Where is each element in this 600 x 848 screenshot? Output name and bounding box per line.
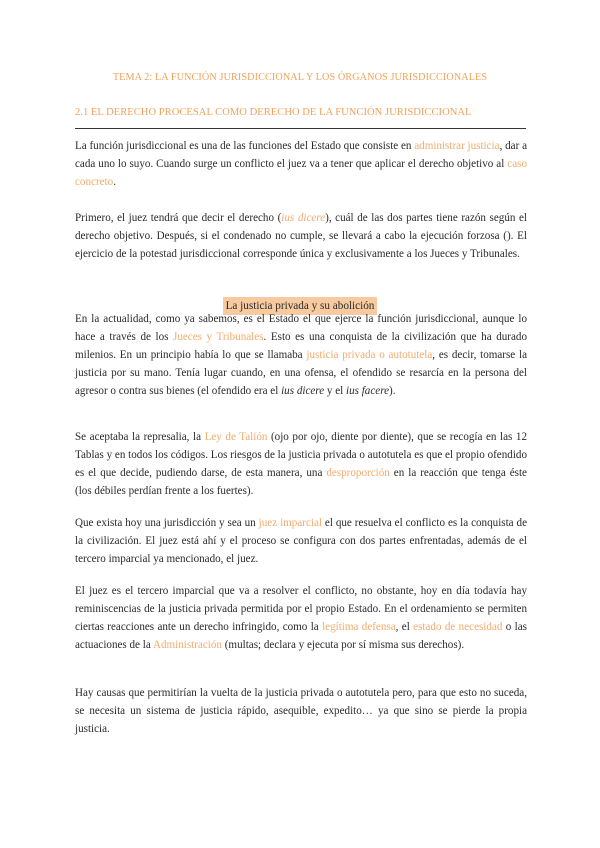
text: , dar a cada uno lo suyo. Cuando surge un conflicto el juez va a tener que aplicar el derecho objetivo al [75, 140, 527, 170]
highlighted-term: juez imparcial [258, 517, 322, 529]
highlighted-term: estado de necesidad [413, 621, 503, 633]
highlighted-term: administrar justicia [414, 140, 500, 152]
section-heading: La justicia privada y su abolición [223, 297, 378, 315]
text: Que exista hoy una jurisdicción y sea un [75, 517, 259, 529]
paragraph-4 [75, 428, 527, 500]
text: , es decir, tomarse la justicia por su mano. Tenía lugar cuando, en una ofensa, el ofendido se resarcía en la persona del agresor o contra sus bienes (el ofendido era el [75, 349, 528, 397]
text: . [113, 176, 116, 188]
highlighted-term: caso concreto [75, 158, 527, 188]
text: o las actuaciones de la [75, 621, 527, 651]
divider [75, 128, 526, 129]
italic-term: ius dicere [281, 385, 325, 397]
text: Primero, el juez tendrá que decir el derecho ( [75, 212, 282, 224]
italic-term: ius facere [346, 385, 390, 397]
paragraph-5 [75, 514, 527, 568]
paragraph-1 [75, 137, 527, 191]
paragraph-6 [75, 582, 527, 654]
paragraph-3 [75, 310, 527, 400]
highlighted-term: Jueces y Tribunales [173, 331, 264, 343]
text: En la actualidad, como ya sabemos, es el Estado el que ejerce la función jurisdiccional, aunque lo hace a través de los [75, 313, 527, 343]
text: . Esto es una conquista de la civilización que ha durado milenios. En un principio había lo que se llamaba [75, 331, 527, 361]
highlighted-term: Ley de Talión [204, 431, 268, 443]
text: (multas; declara y ejecuta por sí misma sus derechos). [221, 639, 465, 651]
document-title: TEMA 2: LA FUNCIÓN JURISDICCIONAL Y LOS ÓRGANOS JURISDICCIONALES [112, 72, 488, 83]
text: ). [389, 385, 396, 397]
paragraph-2 [75, 209, 527, 263]
text: El juez es el tercero imparcial que va a resolver el conflicto, no obstante, hoy en día todavía hay reminiscencias de la justicia privada permitida por el propio Estado. En el ordenamiento se permiten ciertas reacciones ante un derecho infringido, como la [75, 585, 527, 633]
text: (ojo por ojo, diente por diente), que se recogía en las 12 Tablas y en todos los códigos. Los riesgos de la justicia privada o autotutela es que el propio ofendido es el que decide, pudiendo darse, de esta manera, una [75, 431, 528, 479]
highlighted-term: desproporción [326, 467, 390, 479]
section-subtitle: 2.1 EL DERECHO PROCESAL COMO DERECHO DE LA FUNCIÓN JURISDICCIONAL [75, 107, 472, 118]
text: ), cuál de las dos partes tiene razón según el derecho objetivo. Después, si el condenado no cumple, se llevará a cabo la ejecución forzosa (). El ejercicio de la potestad jurisdiccional corresponde única y exclusivamente a los Jueces y Tribunales. [75, 212, 527, 260]
text: Se aceptaba la represalia, la [75, 431, 205, 443]
paragraph-7: Hay causas que permitirían la vuelta de la justicia privada o autotutela pero, para que esto no suceda, se necesita un sistema de justicia rápido, asequible, expedito… ya que sino se pierde la propia justicia. [75, 687, 527, 735]
highlighted-term: justicia privada o autotutela [306, 349, 433, 361]
text: La función jurisdiccional es una de las funciones del Estado que consiste en [75, 140, 415, 152]
text: el que resuelva el conflicto es la conquista de la civilización. El juez está ahí y el proceso se configura con dos partes enfrentadas, además de el tercero imparcial ya mencionado, el juez. [75, 517, 528, 565]
highlighted-term: ius dicere [281, 212, 326, 224]
text: en la reacción que tenga éste (los débiles perdían frente a los fuertes). [75, 467, 527, 497]
highlighted-term: Administración [152, 639, 222, 651]
highlighted-term: legítima defensa [322, 621, 396, 633]
text: , el [395, 621, 414, 633]
text: y el [324, 385, 346, 397]
